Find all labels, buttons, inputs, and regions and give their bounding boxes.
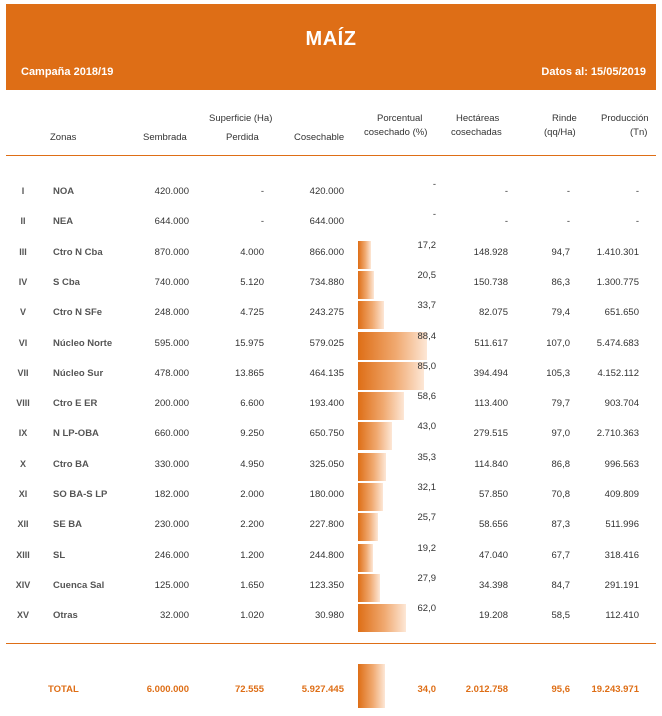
pct-bar	[358, 271, 374, 299]
col-header-zonas: Zonas	[50, 132, 77, 143]
perdida-value: 6.600	[240, 398, 264, 410]
rinde-value: 58,5	[551, 610, 570, 622]
sembrada-value: 660.000	[154, 428, 189, 440]
cosechable-value: 193.400	[309, 398, 344, 410]
perdida-value: 15.975	[234, 337, 264, 349]
sembrada-value: 740.000	[154, 276, 189, 288]
col-header-rinde-1: Rinde	[552, 113, 577, 124]
pct-value: 32,1	[417, 482, 436, 493]
page-title: MAÍZ	[305, 28, 357, 50]
cosechable-value: 579.025	[309, 337, 344, 349]
row-number: VII	[17, 367, 29, 378]
cosechable-value: 325.050	[309, 458, 344, 470]
col-header-porcentual-1: Porcentual	[377, 113, 423, 124]
zone-name: SO BA-S LP	[53, 489, 108, 500]
pct-value: -	[432, 209, 436, 221]
col-header-superficie: Superficie (Ha)	[209, 113, 273, 124]
hectareas-value: 114.840	[474, 458, 508, 470]
pct-bar	[358, 453, 386, 481]
perdida-value: 2.000	[240, 489, 264, 500]
total-sembrada: 6.000.000	[146, 684, 189, 695]
hectareas-value: 34.398	[478, 579, 508, 591]
row-number: III	[19, 246, 27, 257]
hectareas-value: -	[504, 216, 508, 228]
total-pct: 34,0	[417, 684, 436, 695]
hectareas-value: 394.494	[473, 367, 508, 379]
total-cosechable: 5.927.445	[301, 684, 344, 695]
header-divider	[6, 155, 656, 156]
sembrada-value: 246.000	[154, 549, 189, 561]
campaign-label: Campaña 2018/19	[21, 66, 114, 78]
row-number: IV	[18, 276, 28, 287]
row-number: I	[21, 186, 25, 196]
pct-value: 33,7	[417, 300, 436, 312]
pct-bar	[358, 483, 383, 511]
col-header-perdida: Perdida	[226, 132, 259, 143]
sembrada-value: 125.000	[154, 579, 189, 591]
cosechable-value: 243.275	[309, 307, 344, 319]
zone-name: Ctro N Cba	[53, 246, 103, 258]
row-number: XII	[17, 519, 29, 530]
col-header-porcentual-2: cosechado (%)	[364, 127, 428, 138]
cosechable-value: 227.800	[309, 519, 344, 531]
rinde-value: 79,7	[551, 398, 570, 410]
zone-name: NOA	[53, 186, 75, 197]
produccion-value: 318.416	[604, 549, 639, 561]
cosechable-value: 180.000	[309, 489, 344, 500]
cosechable-value: 734.880	[309, 276, 344, 288]
sembrada-value: 330.000	[154, 458, 189, 470]
perdida-value: 1.650	[240, 579, 264, 591]
perdida-value: 2.200	[240, 519, 264, 531]
sembrada-value: 478.000	[154, 367, 189, 379]
rinde-value: -	[566, 186, 570, 197]
rinde-value: 87,3	[551, 519, 570, 531]
cosechable-value: 244.800	[309, 549, 344, 561]
produccion-value: 1.410.301	[596, 246, 639, 258]
pct-bar	[358, 301, 384, 329]
sembrada-value: 595.000	[154, 337, 189, 349]
rinde-value: 67,7	[551, 549, 570, 561]
hectareas-value: 82.075	[478, 307, 508, 319]
produccion-value: 5.474.683	[596, 337, 639, 349]
zone-name: N LP-OBA	[53, 428, 99, 440]
row-number: V	[19, 307, 26, 318]
perdida-value: 1.020	[240, 610, 264, 622]
rinde-value: 86,3	[551, 276, 570, 288]
hectareas-value: 58.656	[478, 519, 508, 531]
table-row	[6, 271, 656, 297]
table-row	[6, 301, 656, 327]
pct-value: -	[432, 179, 436, 190]
rinde-value: 86,8	[551, 458, 570, 470]
perdida-value: 1.200	[240, 549, 264, 561]
col-header-produccion-1: Producción	[601, 113, 649, 124]
hectareas-value: -	[504, 186, 508, 197]
sembrada-value: 32.000	[159, 610, 189, 622]
produccion-value: 291.191	[604, 579, 639, 591]
row-number: XIV	[15, 579, 31, 590]
produccion-value: 112.410	[605, 610, 639, 622]
hectareas-value: 19.208	[478, 610, 508, 622]
table-row	[6, 362, 656, 388]
cosechable-value: 420.000	[309, 186, 344, 197]
table-row	[6, 544, 656, 570]
pct-value: 62,0	[417, 603, 436, 615]
pct-value: 20,5	[417, 269, 436, 281]
pct-value: 58,6	[417, 391, 436, 403]
cosechable-value: 464.135	[309, 367, 344, 379]
produccion-value: 4.152.112	[597, 367, 639, 379]
sembrada-value: 182.000	[154, 489, 189, 500]
row-number: X	[19, 458, 26, 469]
table-row	[6, 241, 656, 267]
pct-value: 25,7	[417, 512, 436, 524]
produccion-value: 903.704	[604, 398, 639, 410]
pct-value: 88,4	[417, 330, 436, 342]
sembrada-value: 420.000	[154, 186, 189, 197]
sembrada-value: 644.000	[154, 216, 189, 228]
cosechable-value: 644.000	[309, 216, 344, 228]
table-row	[6, 574, 656, 600]
col-header-hectareas-1: Hectáreas	[456, 113, 500, 124]
perdida-value: 5.120	[240, 276, 264, 288]
hectareas-value: 279.515	[473, 428, 508, 440]
produccion-value: 2.710.363	[596, 428, 639, 440]
pct-value: 43,0	[417, 421, 436, 433]
produccion-value: -	[635, 216, 639, 228]
pct-bar	[358, 544, 373, 572]
zone-name: S Cba	[53, 276, 80, 288]
total-perdida: 72.555	[234, 684, 264, 695]
cosechable-value: 123.350	[309, 579, 344, 591]
row-number: II	[20, 216, 26, 227]
title-banner	[6, 4, 656, 90]
pct-bar	[358, 513, 378, 541]
produccion-value: 511.996	[605, 519, 639, 531]
produccion-value: 996.563	[604, 458, 639, 470]
total-rinde: 95,6	[551, 684, 570, 695]
hectareas-value: 57.850	[478, 489, 508, 500]
row-number: VIII	[16, 398, 30, 409]
total-divider	[6, 643, 656, 644]
table-row	[6, 422, 656, 448]
perdida-value: 9.250	[240, 428, 264, 440]
rinde-value: 84,7	[551, 579, 570, 591]
hectareas-value: 113.400	[474, 398, 508, 410]
total-hectareas: 2.012.758	[465, 684, 508, 695]
cosechable-value: 30.980	[314, 610, 344, 622]
sembrada-value: 248.000	[154, 307, 189, 319]
total-pct-bar	[358, 664, 385, 708]
row-number: XV	[16, 610, 29, 621]
produccion-value: 651.650	[604, 307, 639, 319]
rinde-value: 107,0	[546, 337, 570, 349]
rinde-value: 105,3	[546, 367, 570, 379]
row-number: XI	[18, 489, 28, 499]
total-label: TOTAL	[48, 684, 79, 695]
zone-name: NEA	[53, 216, 74, 228]
perdida-value: -	[260, 216, 264, 228]
col-header-cosechable: Cosechable	[294, 132, 345, 143]
table-row	[6, 453, 656, 479]
col-header-sembrada: Sembrada	[143, 132, 187, 143]
rinde-value: 94,7	[551, 246, 570, 258]
table-row	[6, 604, 656, 630]
hectareas-value: 150.738	[473, 276, 508, 288]
pct-value: 17,2	[417, 239, 436, 251]
row-number: XIII	[16, 549, 30, 560]
pct-value: 35,3	[417, 451, 436, 463]
total-row	[6, 664, 656, 708]
col-header-rinde-2: (qq/Ha)	[544, 127, 576, 138]
perdida-value: -	[260, 186, 264, 197]
pct-bar	[358, 241, 371, 269]
hectareas-value: 148.928	[473, 246, 508, 258]
pct-value: 27,9	[417, 572, 436, 584]
row-number: VI	[18, 337, 28, 348]
pct-value: 19,2	[417, 542, 436, 554]
zone-name: SL	[53, 549, 66, 561]
zone-name: Cuenca Sal	[53, 579, 105, 591]
col-header-produccion-2: (Tn)	[630, 127, 648, 138]
table-row	[6, 392, 656, 418]
data-date-label: Datos al: 15/05/2019	[541, 66, 646, 78]
pct-value: 85,0	[417, 360, 436, 372]
table-row	[6, 513, 656, 539]
perdida-value: 4.725	[240, 307, 264, 319]
zone-name: SE BA	[53, 519, 83, 531]
perdida-value: 4.000	[240, 246, 264, 258]
rinde-value: 70,8	[551, 489, 570, 500]
col-header-hectareas-2: cosechadas	[451, 127, 502, 138]
table-row	[6, 332, 656, 358]
produccion-value: 1.300.775	[596, 276, 639, 288]
zone-name: Núcleo Norte	[53, 337, 113, 349]
rinde-value: 97,0	[551, 428, 570, 440]
rinde-value: 79,4	[551, 307, 570, 319]
zone-name: Ctro BA	[53, 458, 89, 470]
total-produccion: 19.243.971	[591, 684, 639, 695]
zone-name: Ctro E ER	[53, 398, 98, 410]
produccion-value: 409.809	[604, 489, 639, 500]
perdida-value: 4.950	[240, 458, 264, 470]
cosechable-value: 866.000	[309, 246, 344, 258]
table-row	[6, 210, 656, 236]
cosechable-value: 650.750	[309, 428, 344, 440]
table-row	[6, 483, 656, 509]
row-number: IX	[18, 428, 28, 439]
sembrada-value: 870.000	[154, 246, 189, 258]
table-row	[6, 180, 656, 206]
pct-bar	[358, 574, 380, 602]
zone-name: Otras	[53, 610, 78, 622]
sembrada-value: 230.000	[154, 519, 189, 531]
rinde-value: -	[566, 216, 570, 228]
produccion-value: -	[635, 186, 639, 197]
sembrada-value: 200.000	[154, 398, 189, 410]
zone-name: Ctro N SFe	[53, 307, 103, 319]
perdida-value: 13.865	[234, 367, 264, 379]
zone-name: Núcleo Sur	[53, 367, 104, 379]
hectareas-value: 47.040	[478, 549, 508, 561]
hectareas-value: 511.617	[474, 337, 508, 349]
